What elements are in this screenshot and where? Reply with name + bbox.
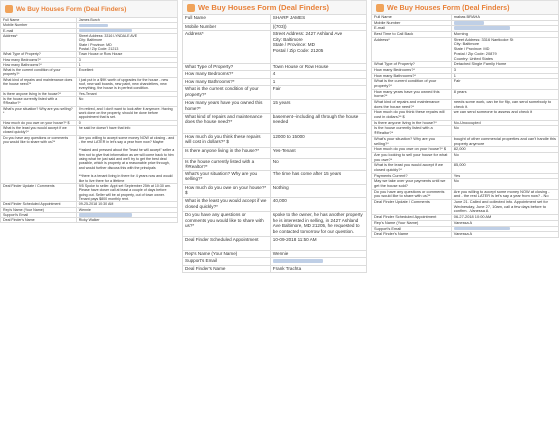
form-table xyxy=(182,14,367,273)
form-row xyxy=(183,100,367,114)
field-value: Street Address: 3316 LYNDALE AVE City: Baltimore State / Province: MD Postal / Zip Code: 21213 xyxy=(76,33,177,51)
form-row xyxy=(372,189,559,199)
form-row xyxy=(183,158,367,170)
field-label: Address* xyxy=(372,37,452,61)
field-label: How many years have you owned this home?* xyxy=(372,89,452,99)
field-value: Wennie xyxy=(76,207,177,212)
field-label: How many Bedrooms?* xyxy=(372,67,452,73)
field-label: Deal Finder's Name xyxy=(372,232,452,238)
field-value: Yes-Tenant xyxy=(270,147,366,158)
field-value: No xyxy=(451,126,558,136)
form-row xyxy=(183,237,367,251)
field-label: Best Time to Call Back xyxy=(372,32,452,38)
field-value: 06-27-2018 10:00 AM xyxy=(451,215,558,221)
field-value: 10-09-2018 11:50 AM xyxy=(270,237,366,251)
field-value: June 21. Called and collected info. Appointment set for Wednesday, June 27, 10am, call a few days before to confirm. -Vanessa A xyxy=(451,200,558,215)
field-label: Full Name xyxy=(372,15,452,21)
field-value: Fair xyxy=(270,86,366,100)
form-panel-3 xyxy=(371,0,559,442)
field-label: Deal Finder's Name xyxy=(183,265,271,273)
field-label: What's your situation? Why are you selling?* xyxy=(1,106,77,120)
field-value: No xyxy=(451,152,558,162)
form-row xyxy=(1,77,178,91)
field-value: 82,000 xyxy=(451,147,558,153)
field-value: 85,000 xyxy=(451,163,558,173)
field-value: 1 xyxy=(76,62,177,67)
field-label: Full Name xyxy=(183,15,271,24)
field-label: Are you looking to sell your house for what you owe?* xyxy=(372,152,452,162)
field-label: Rep's Name (Your Name) xyxy=(183,250,271,258)
form-row xyxy=(183,133,367,147)
form-row xyxy=(183,258,367,266)
field-label: What kind of repairs and maintenance does the house need?* xyxy=(1,77,77,91)
form-row xyxy=(183,78,367,86)
field-label: How much do you owe on your house?* $ xyxy=(183,184,271,198)
field-label: How many Bathrooms?* xyxy=(372,73,452,79)
field-label: Is there anyone living in the house?* xyxy=(372,120,452,126)
field-value: Town House or Row House xyxy=(270,63,366,71)
house-logo-icon xyxy=(187,4,195,12)
form-row xyxy=(183,15,367,24)
field-label: What is the least you would accept if we closed quickly?* xyxy=(183,198,271,212)
field-label: Do you have any questions or comments you would like to share with us?* xyxy=(372,189,452,199)
form-title: We Buy Houses Form (Deal Finders) xyxy=(16,5,127,13)
field-label: Deal Finder Update / Comments xyxy=(372,200,452,215)
form-row xyxy=(372,136,559,146)
field-value: Detached Single Family Home xyxy=(451,62,558,68)
field-value: Frank Trachta xyxy=(270,265,366,273)
form-row xyxy=(1,68,178,78)
form-table xyxy=(0,17,178,223)
field-label: How many Bathrooms?* xyxy=(183,78,271,86)
form-row xyxy=(372,179,559,189)
field-label: Is the house currently listed with a ®Realtor?* xyxy=(183,158,271,170)
form-row xyxy=(372,152,559,162)
form-row xyxy=(183,147,367,158)
form-row xyxy=(183,170,367,184)
field-value: 3 xyxy=(451,67,558,73)
field-value: 1 xyxy=(451,73,558,79)
field-label: Is there anyone living in the house?* xyxy=(1,91,77,96)
field-label: Do you have any questions or comments you would like to share with us?* xyxy=(183,212,271,237)
form-row xyxy=(372,163,559,173)
field-value: 1 xyxy=(270,78,366,86)
field-label: What's your situation? Why are you selling?* xyxy=(183,170,271,184)
field-value: 8 years xyxy=(451,89,558,99)
field-label: What is the current condition of your property?* xyxy=(372,79,452,89)
field-value: he said he doesn't have that info xyxy=(76,125,177,135)
field-label: Rep's Name (Your Name) xyxy=(1,207,77,212)
form-row xyxy=(183,71,367,79)
form-row xyxy=(183,63,367,71)
field-label: May we take over your payments until we get the house sold? xyxy=(372,179,452,189)
field-value: Ricky Walker xyxy=(76,218,177,223)
field-label: What is the current condition of your property?* xyxy=(1,68,77,78)
field-label: Is the house currently listed with a ®Realtor?* xyxy=(1,97,77,107)
field-label: How many Bathrooms?* xyxy=(1,62,77,67)
form-title: We Buy Houses Form (Deal Finders) xyxy=(198,3,330,12)
field-value: we can send someone to assess and check it xyxy=(451,110,558,120)
field-value: The time has come after 15 years xyxy=(270,170,366,184)
field-label: Do you have any questions or comments you would like to share with us?* xyxy=(1,135,77,183)
field-label: Deal Finder Scheduled Appointment xyxy=(183,237,271,251)
field-label: What Type of Property? xyxy=(372,62,452,68)
field-label: Address* xyxy=(1,33,77,51)
field-label: Full Name xyxy=(1,18,77,23)
form-row xyxy=(1,218,178,223)
field-label: Support's Email xyxy=(183,258,271,266)
field-label: What Type of Property? xyxy=(1,52,77,57)
form-header xyxy=(371,0,559,14)
redacted-value xyxy=(454,26,510,30)
form-row xyxy=(183,113,367,133)
field-value: 0 xyxy=(76,120,177,125)
field-value: mabas BRAHA xyxy=(451,15,558,21)
field-value: SHARP JAMES xyxy=(270,15,366,24)
field-label: How many Bedrooms?* xyxy=(183,71,271,79)
field-label: Mobile Number xyxy=(183,23,271,31)
field-value: Street Address: 2427 Ashland Ave City: Baltimore State / Province: MD Postal / Zip Code: 21205 xyxy=(270,31,366,64)
form-row xyxy=(372,79,559,89)
field-label: Rep's Name (Your Name) xyxy=(372,220,452,226)
form-row xyxy=(183,86,367,100)
redacted-value xyxy=(79,213,132,217)
field-value: Town House or Row House xyxy=(76,52,177,57)
field-value: 15 years xyxy=(270,100,366,114)
field-label: What kind of repairs and maintenance does the house need?* xyxy=(372,100,452,110)
field-value: Yes-Tenant xyxy=(76,91,177,96)
field-label: What is the least you would accept if we closed quickly?* xyxy=(372,163,452,173)
field-value: spoke to the owner, he has another property he is interested in selling, in 2427 Ashland Ave Baltimore, MD 21205, he requested to be contacted tomorrow for our question. xyxy=(270,212,366,237)
form-panel-1 xyxy=(0,0,178,442)
form-row xyxy=(183,31,367,64)
field-value: 9/5 Spoke to seller. Appt set September 25th at 10:30 am. Please have closer call at least a couple of days before going out. Seller will be at property, out of town owner. Tenant pays $800 monthly rent. xyxy=(76,183,177,201)
form-title: We Buy Houses Form (Deal Finders) xyxy=(387,3,510,12)
field-label: How much do you think these repairs will cost in dollars?* $ xyxy=(183,133,271,147)
redacted-value xyxy=(273,259,323,264)
form-row xyxy=(372,110,559,120)
form-table xyxy=(371,14,559,238)
field-label: Is the house currently listed with a ®Realtor?* xyxy=(372,126,452,136)
field-label: What's your situation? Why are you selling?* xyxy=(372,136,452,146)
field-label: What is the least you would accept if we closed quickly?* xyxy=(1,125,77,135)
field-value: bought of other commercial properties and can't handle this property anymore xyxy=(451,136,558,146)
field-label: What kind of repairs and maintenance does the house need?* xyxy=(183,113,271,133)
form-row xyxy=(183,212,367,237)
field-value: I just put in a $9K worth of upgrades for the house - new roof, new wall boards, new paint, new chandeliers, new everything, the house is in perfect condition. xyxy=(76,77,177,91)
field-label: Is there anyone living in the house?* xyxy=(183,147,271,158)
field-value: Are you willing to accept some money NOW at closing - and - the rest LATER in let's say a year from now? Maybe **asked and pressed about the "least he will accept" seller a firm not to give that information as we will come back to him using what he just said and we'll try to get the best deal possible, which is property at a reasonable price through, and would further discuss this with the principals **there is a tenant living in there for 4 years now and would like to live there for a lifetime xyxy=(76,135,177,183)
redacted-value xyxy=(454,21,485,25)
field-value: No xyxy=(451,179,558,189)
form-row xyxy=(183,265,367,273)
form-row xyxy=(372,100,559,110)
field-label: Payments Current? xyxy=(372,173,452,179)
form-row xyxy=(372,232,559,238)
field-value: needs some work, can be for flip, can send somebody to check it. xyxy=(451,100,558,110)
field-value: 12000 to 15000 xyxy=(270,133,366,147)
field-label: How much do you owe on your house?* $ xyxy=(1,120,77,125)
redacted-value xyxy=(454,227,510,231)
form-header xyxy=(182,0,367,14)
field-value: No xyxy=(76,97,177,107)
form-row xyxy=(1,106,178,120)
form-row xyxy=(183,184,367,198)
field-label: Support's Email xyxy=(1,212,77,217)
field-label: Deal Finder Update / Comments xyxy=(1,183,77,201)
form-row xyxy=(372,89,559,99)
field-label: Support's Email xyxy=(372,226,452,232)
form-row xyxy=(183,23,367,31)
field-value: Street Address: 3316 Nanticoke St City: Baltimore State / Province: MD Postal / Zip Code: 20879 Country: United States xyxy=(451,37,558,61)
form-row xyxy=(1,33,178,51)
field-value: 40,000 xyxy=(270,198,366,212)
field-value: Wennie xyxy=(270,250,366,258)
field-label: How many years have you owned this home?* xyxy=(183,100,271,114)
form-header xyxy=(0,0,178,17)
form-row xyxy=(1,183,178,201)
form-row xyxy=(183,198,367,212)
field-value: 3 xyxy=(76,57,177,62)
field-label: Mobile Number xyxy=(372,20,452,26)
field-value: James Burch xyxy=(76,18,177,23)
form-row xyxy=(183,250,367,258)
field-value: 09-25-2018 10:30 AM xyxy=(76,202,177,207)
field-value: Yes xyxy=(451,173,558,179)
field-value xyxy=(270,258,366,266)
field-label: How many Bedrooms?* xyxy=(1,57,77,62)
form-panel-2 xyxy=(182,0,367,442)
field-label: Deal Finder Scheduled Appointment xyxy=(1,202,77,207)
field-value: basement--including all through the house needed xyxy=(270,113,366,133)
field-label: Deal Finder Scheduled Appointment xyxy=(372,215,452,221)
field-label: E-mail xyxy=(1,28,77,33)
field-value: Nothing xyxy=(270,184,366,198)
house-logo-icon xyxy=(5,5,13,13)
form-row xyxy=(1,97,178,107)
field-label: How much do you owe on your house?* $ xyxy=(372,147,452,153)
field-label: How much do you think these repairs will cost in dollars?* $ xyxy=(372,110,452,120)
field-label: What is the current condition of your property?* xyxy=(183,86,271,100)
field-value: Vanessa A xyxy=(451,232,558,238)
form-row xyxy=(1,125,178,135)
field-label: Mobile Number xyxy=(1,23,77,28)
form-row xyxy=(372,200,559,215)
form-row xyxy=(372,126,559,136)
field-value: 4 xyxy=(270,71,366,79)
form-row xyxy=(372,37,559,61)
field-value: I'm retired, and I don't want to look after it anymore. Having work done on the property, should be done before appointment that is set. xyxy=(76,106,177,120)
field-label: E-mail xyxy=(372,26,452,32)
house-logo-icon xyxy=(376,4,384,12)
field-label: Address* xyxy=(183,31,271,64)
field-value: Fair xyxy=(451,79,558,89)
field-value: Morning xyxy=(451,32,558,38)
field-value: Are you willing to accept some money NOW at closing - and - the rest LATER is let's say a year from now? - No xyxy=(451,189,558,199)
field-value: No xyxy=(270,158,366,170)
field-value: Excellent xyxy=(76,68,177,78)
field-label: What Type of Property? xyxy=(183,63,271,71)
field-label: Deal Finder's Name xyxy=(1,218,77,223)
field-value: ((703)) xyxy=(270,23,366,31)
redacted-value xyxy=(79,24,108,28)
redacted-value xyxy=(79,29,132,33)
form-row xyxy=(1,135,178,183)
field-value: No-Unoccupied xyxy=(451,120,558,126)
field-value: Vanessa A xyxy=(451,220,558,226)
